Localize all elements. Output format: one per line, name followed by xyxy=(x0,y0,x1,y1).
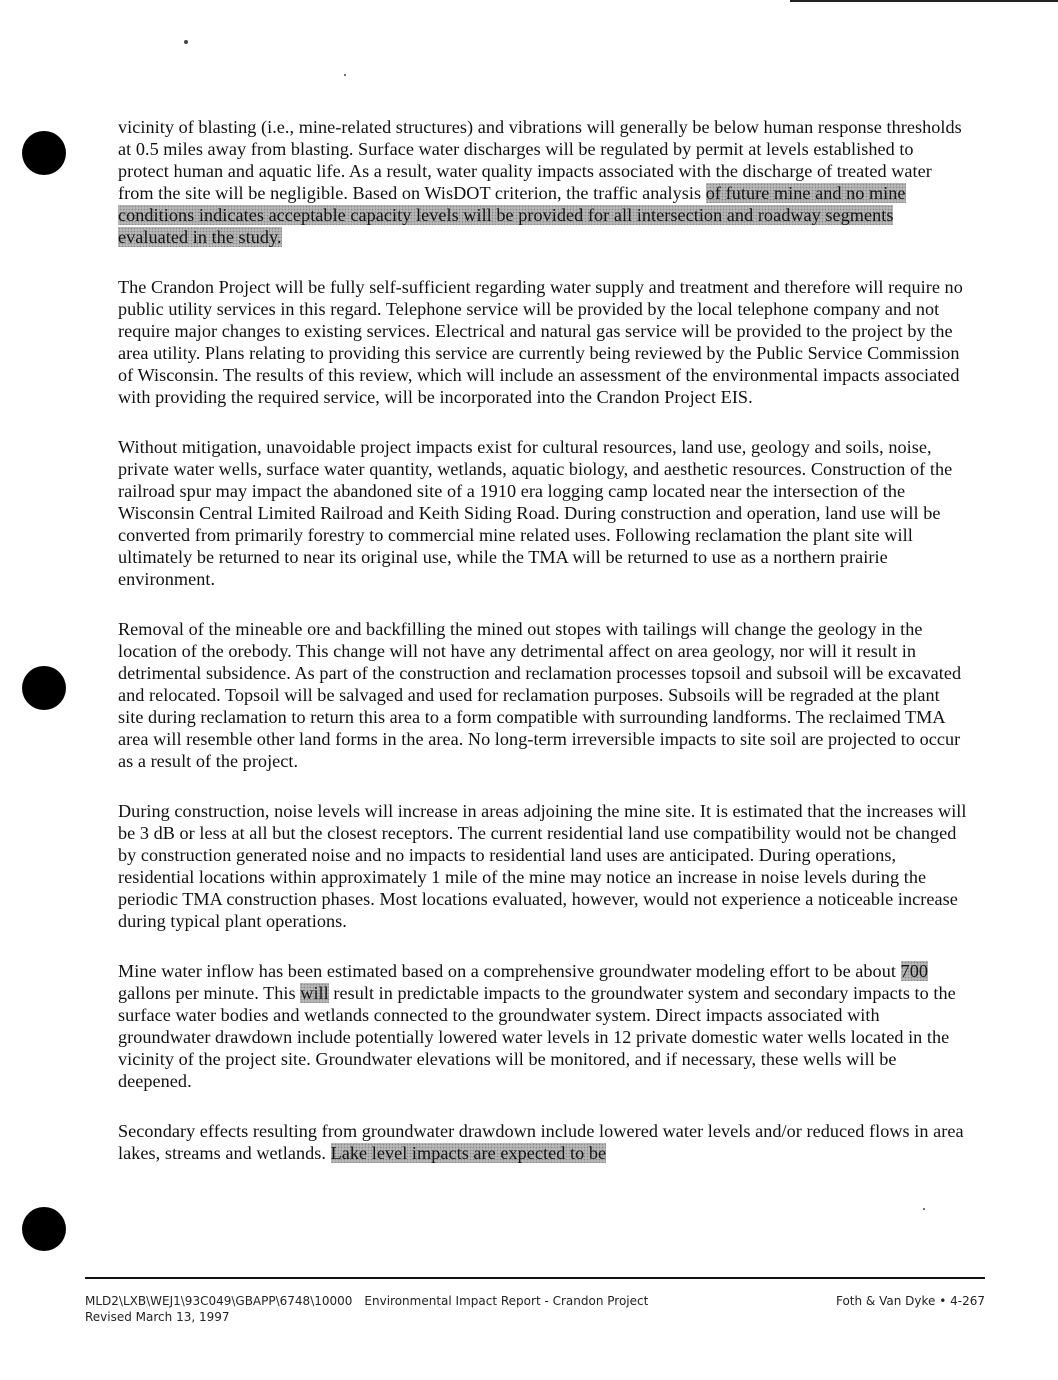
paragraph-text: vicinity of blasting (i.e., mine-related structures) and vibrations will generally be below human response thresholds at 0.5 miles away from blasting. Surface water discharges will be regulated by permit at levels established to protect human and aquatic life. As a result, water quality impacts associated with the discharge of treated water from the site will be negligible. Based on WisDOT criterion, the traffic analysis xyxy=(118,117,962,203)
paragraph-text: Mine water inflow has been estimated based on a comprehensive groundwater modeling effort to be about xyxy=(118,961,901,981)
body-paragraph xyxy=(118,960,968,1092)
footer-line-1 xyxy=(85,1293,685,1309)
scan-speck xyxy=(184,40,188,44)
paragraph-text: result in predictable impacts to the groundwater system and secondary impacts to the surface water bodies and wetlands connected to the groundwater system. Direct impacts associated with groundwater drawdown include potentially lowered water levels in 12 private domestic water wells located in the vicinity of the project site. Groundwater elevations will be monitored, and if necessary, these wells will be deepened. xyxy=(118,983,956,1091)
body-paragraph xyxy=(118,276,968,408)
paragraph-text: Secondary effects resulting from groundwater drawdown include lowered water levels and/or reduced flows in area lakes, streams and wetlands. xyxy=(118,1121,964,1163)
body-paragraph xyxy=(118,116,968,248)
top-edge-rule xyxy=(790,0,1058,2)
footer-right xyxy=(836,1293,985,1309)
bullet-separator: • xyxy=(939,1294,947,1308)
punch-hole-middle xyxy=(22,666,66,710)
paragraph-text: The Crandon Project will be fully self-sufficient regarding water supply and treatment and therefore will require no public utility services in this regard. Telephone service will be provided by the local telephone company and not require major changes to existing services. Electrical and natural gas service will be provided to the project by the area utility. Plans relating to providing this service are currently being reviewed by the Public Service Commission of Wisconsin. The results of this review, which will include an assessment of the environmental impacts associated with providing the required service, will be incorporated into the Crandon Project EIS. xyxy=(118,277,963,407)
body-paragraph xyxy=(118,436,968,590)
punch-hole-top xyxy=(22,131,66,175)
page-number: 4-267 xyxy=(950,1294,985,1308)
footer-left xyxy=(85,1293,685,1325)
paragraph-text: gallons per minute. This xyxy=(118,983,301,1003)
paragraph-text: Without mitigation, unavoidable project impacts exist for cultural resources, land use, geology and soils, noise, private water wells, surface water quantity, wetlands, aquatic biology, and aesthetic resources. Construction of the railroad spur may impact the abandoned site of a 1910 era logging camp located near the intersection of the Wisconsin Central Limited Railroad and Keith Siding Road. During construction and operation, land use will be converted from primarily forestry to commercial mine related uses. Following reclamation the plant site will ultimately be returned to near its original use, while the TMA will be returned to use as a northern prairie environment. xyxy=(118,437,953,589)
firm-name: Foth & Van Dyke xyxy=(835,1294,936,1308)
document-body xyxy=(118,116,968,1192)
highlighted-text: of future mine and no mine conditions indicates acceptable capacity levels will be provided for all intersection and roadway segments evaluated in the study. xyxy=(118,183,906,247)
scan-speck xyxy=(923,1208,925,1210)
paragraph-text: Removal of the mineable ore and backfilling the mined out stopes with tailings will change the geology in the location of the orebody. This change will not have any detrimental affect on area geology, nor will it result in detrimental subsidence. As part of the construction and reclamation processes topsoil and subsoil will be excavated and relocated. Topsoil will be salvaged and used for reclamation purposes. Subsoils will be regraded at the plant site during reclamation to return this area to a form compatible with surrounding landforms. The reclaimed TMA area will resemble other land forms in the area. No long-term irreversible impacts to site soil are projected to occur as a result of the project. xyxy=(118,619,962,771)
body-paragraph xyxy=(118,800,968,932)
body-paragraph xyxy=(118,1120,968,1164)
highlighted-text: will xyxy=(300,983,329,1003)
highlighted-text: 700 xyxy=(900,961,928,981)
file-path: MLD2\LXB\WEJ1\93C049\GBAPP\6748\10000 xyxy=(85,1294,353,1308)
punch-hole-bottom xyxy=(22,1207,66,1251)
footer-rule xyxy=(85,1277,985,1279)
body-paragraph xyxy=(118,618,968,772)
report-title: Environmental Impact Report - Crandon Project xyxy=(364,1294,649,1308)
paragraph-text: During construction, noise levels will increase in areas adjoining the mine site. It is estimated that the increases will be 3 dB or less at all but the closest receptors. The current residential land use compatibility would not be changed by construction generated noise and no impacts to residential land uses are anticipated. During operations, residential locations within approximately 1 mile of the mine may notice an increase in noise levels during the periodic TMA construction phases. Most locations evaluated, however, would not experience a noticeable increase during typical plant operations. xyxy=(118,801,967,931)
revised-date: Revised March 13, 1997 xyxy=(85,1310,230,1324)
highlighted-text: Lake level impacts are expected to be xyxy=(330,1143,607,1163)
scan-speck xyxy=(344,74,346,76)
